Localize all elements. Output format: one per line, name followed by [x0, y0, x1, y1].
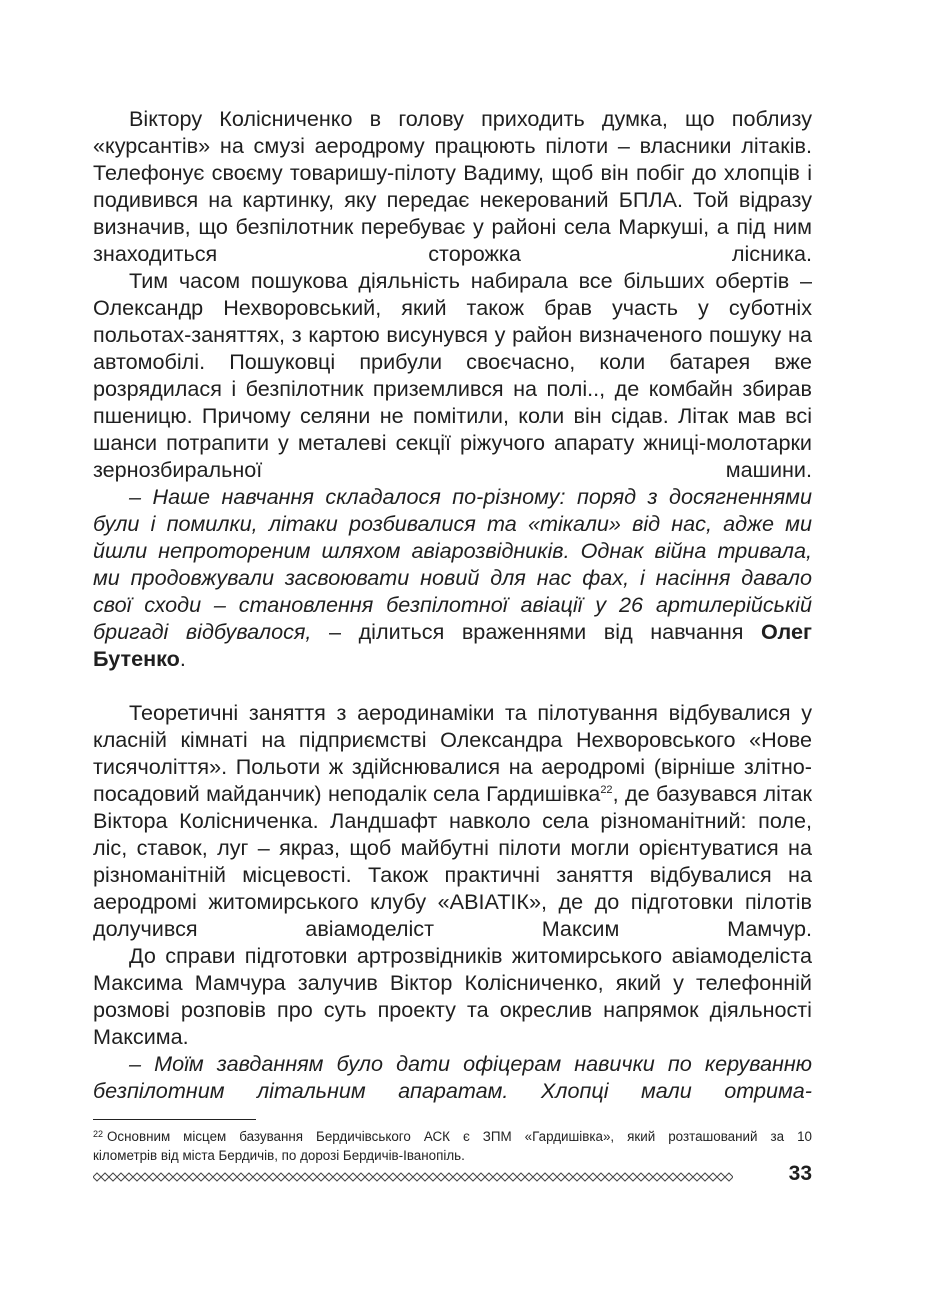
- paragraph-2: Тим часом пошукова діяльність набирала все більших обертів – Олександр Нехворовський, який також брав участь у суботніх польотах-заняттях, з картою висунувся у район визначеного пошуку на автомобілі. Пошуковці прибули своєчасно, коли батарея вже розрядилася і безпілотник приземлився на полі.., де комбайн збирав пшеницю. Причому селяни не помітили, коли він сідав. Літак мав всі шанси потрапити у металеві секції ріжучого апарату жниці-молотарки зернозбиральної машини.: [93, 268, 812, 482]
- footnote-text-line-1: Основним місцем базування Бердичівського АСК є ЗПМ «Гардишівка», який розташований за 10: [107, 1129, 812, 1144]
- quote-text-2: – Моїм завданням було дати офіцерам навички по керуванню безпілотним літальним апаратам. Хлопці мали отрима-: [93, 1051, 812, 1103]
- page-number: 33: [788, 1162, 812, 1185]
- footnote-reference[interactable]: 22: [600, 784, 613, 796]
- footnote-marker: 22: [93, 1129, 104, 1139]
- paragraph-3-quote: [93, 483, 812, 672]
- quote-text: – Наше навчання складалося по-різному: поряд з досягненнями були і помилки, літаки розбивалися та «тікали» від нас, адже ми йшли непротореним шляхом авіарозвідників. Однак війна тривала, ми продовжували засвоювати новий для нас фах, і насіння давало свої сходи – становлення безпілотної авіації у 26 артилерійській бригаді відбувалося,: [93, 484, 812, 644]
- paragraph-5: До справи підготовки артрозвідників житомирського авіамоделіста Максима Мамчура залучив Віктор Колісниченко, який у телефонній розмові розповів про суть проекту та окреслив напрямок діяльності Максима.: [93, 943, 812, 1049]
- footnote: [93, 1125, 812, 1165]
- paragraph-4: [93, 699, 812, 942]
- paragraph-4-part-a: Теоретичні заняття з аеродинаміки та пілотування відбувалися у класній кімнаті на підприємстві Олександра Нехворовського «Нове тисячоліття». Польоти ж здійснювалися на аеродромі (вірніше злітно-посадовий майданчик) неподалік села Гардишівка: [93, 700, 812, 806]
- body-text: [93, 105, 812, 1104]
- footnote-separator: [93, 1119, 256, 1120]
- paragraph-6-quote: [93, 1050, 812, 1104]
- footnote-text-line-2: кілометрів від міста Бердичів, по дорозі Бердичів-Іванопіль.: [93, 1148, 465, 1163]
- paragraph-4-part-b: , де базувався літак Віктора Колісниченка. Ландшафт навколо села різноманітний: поле, ліс, ставок, луг – якраз, щоб майбутні пілоти могли орієнтуватися на різноманітній місцевості. Також практичні заняття відбувалися на аеродромі житомирського клубу «АВІАТІК», де до підготовки пілотів долучився авіамоделіст Максим Мамчур.: [93, 781, 812, 941]
- paragraph-1: Віктору Колісниченко в голову приходить думка, що поблизу «курсантів» на смузі аеродрому працюють пілоти – власники літаків. Телефонує своєму товаришу-пілоту Вадиму, щоб він побіг до хлопців і подивився на картинку, яку передає некерований БПЛА. Той відразу визначив, що безпілотник перебуває у районі села Маркуші, а під ним знаходиться сторожка лісника.: [93, 106, 812, 266]
- quote-attribution: – ділиться враженнями від навчання: [311, 619, 762, 644]
- quote-end: .: [179, 646, 186, 671]
- quoted-person-name: Олег Бутенко: [93, 619, 812, 671]
- decorative-border: [93, 1170, 733, 1184]
